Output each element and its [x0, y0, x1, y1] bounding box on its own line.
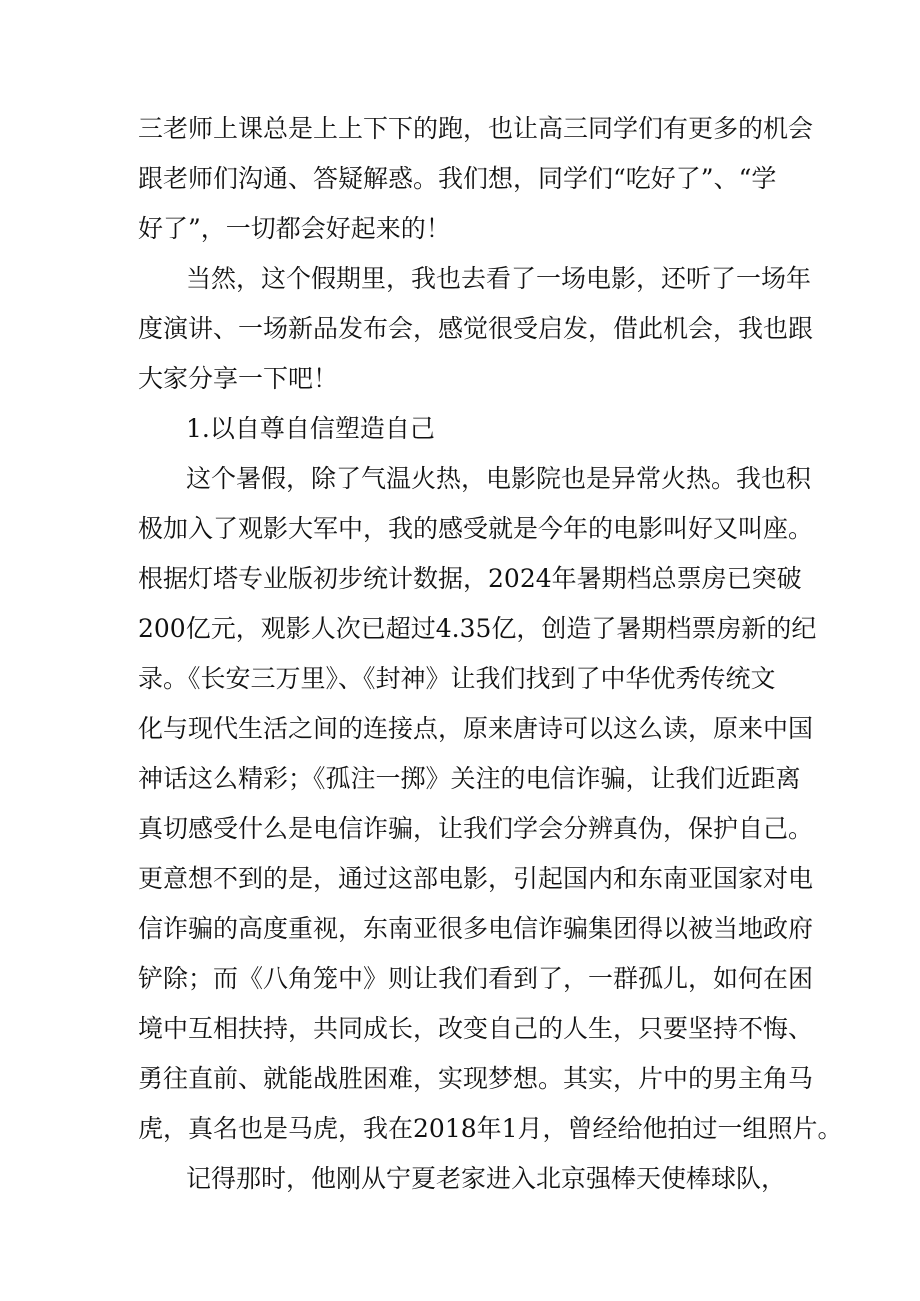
text-line: 大家分享一下吧！	[138, 364, 339, 393]
text-line: 跟老师们沟通、答疑解惑。我们想，同学们“吃好了”、“学	[138, 164, 777, 193]
text-line: 更意想不到的是，通过这部电影，引起国内和东南亚国家对电	[138, 864, 814, 893]
text-line: 信诈骗的高度重视，东南亚很多电信诈骗集团得以被当地政府	[138, 914, 814, 943]
paragraph-start-line: 记得那时，他刚从宁夏老家进入北京强棒天使棒球队，	[186, 1164, 787, 1193]
text-line: 好了”，一切都会好起来的！	[138, 214, 451, 243]
section-heading: 1.以自尊自信塑造自己	[186, 414, 435, 443]
text-line: 化与现代生活之间的连接点，原来唐诗可以这么读，原来中国	[138, 714, 814, 743]
text-line: 境中互相扶持，共同成长，改变自己的人生，只要坚持不悔、	[138, 1014, 814, 1043]
text-line: 度演讲、一场新品发布会，感觉很受启发，借此机会，我也跟	[138, 314, 814, 343]
text-line: 录。《长安三万里》、《封神》让我们找到了中华优秀传统文	[138, 664, 776, 693]
paragraph-start-line: 这个暑假，除了气温火热，电影院也是异常火热。我也积	[186, 464, 812, 493]
text-line: 虎，真名也是马虎，我在2018年1月，曾经给他拍过一组照片。	[138, 1114, 843, 1143]
text-line: 三老师上课总是上上下下的跑，也让高三同学们有更多的机会	[138, 114, 814, 143]
text-line: 勇往直前、就能战胜困难，实现梦想。其实，片中的男主角马	[138, 1064, 814, 1093]
text-line: 铲除；而《八角笼中》则让我们看到了，一群孤儿，如何在困	[138, 964, 814, 993]
paragraph-start-line: 当然，这个假期里，我也去看了一场电影，还听了一场年	[186, 264, 812, 293]
text-line: 真切感受什么是电信诈骗，让我们学会分辨真伪，保护自己。	[138, 814, 814, 843]
text-line: 200亿元，观影人次已超过4.35亿，创造了暑期档票房新的纪	[138, 614, 817, 643]
text-line: 根据灯塔专业版初步统计数据，2024年暑期档总票房已突破	[138, 564, 802, 593]
text-line: 极加入了观影大军中，我的感受就是今年的电影叫好又叫座。	[138, 514, 814, 543]
text-line: 神话这么精彩；《孤注一掷》关注的电信诈骗，让我们近距离	[138, 764, 801, 793]
